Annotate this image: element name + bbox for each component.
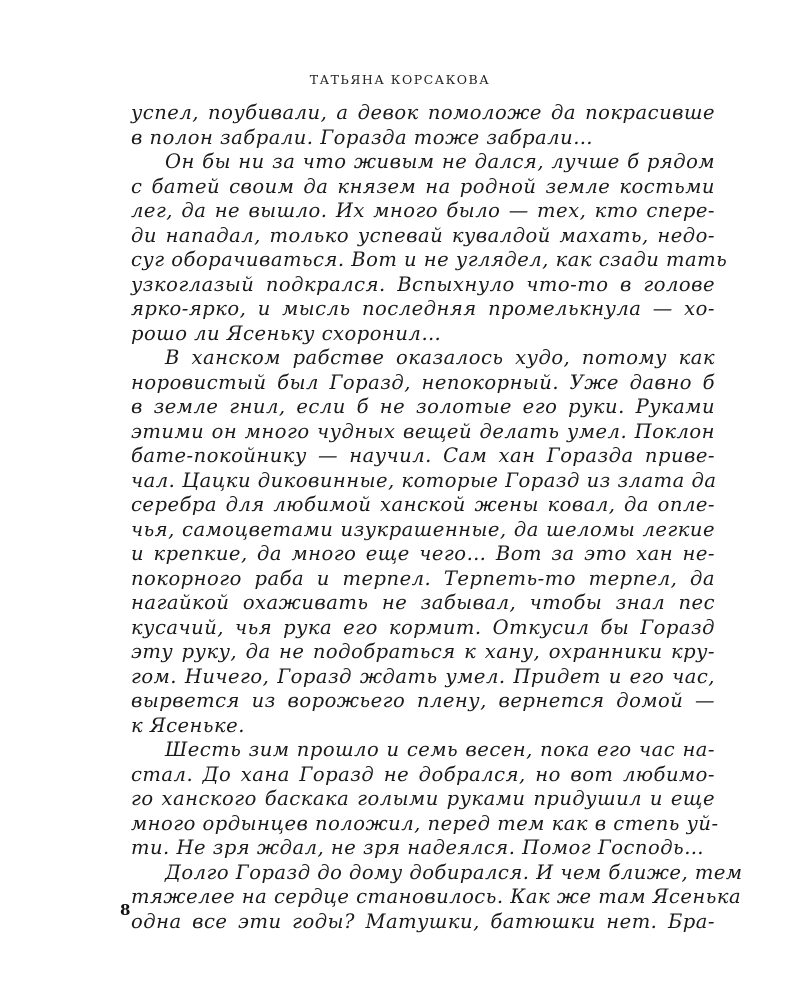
text-line: гом. Ничего, Горазд ждать умел. Придет и его час, <box>131 664 715 688</box>
text-line: успел, поубивали, а девок помоложе да покрасивше <box>131 101 715 124</box>
text-line: лег, да не вышло. Их много было — тех, кто спере- <box>131 199 715 222</box>
text-line: покорного раба и терпел. Терпеть-то терпел, да <box>131 566 715 590</box>
text-line: узкоглазый подкрался. Вспыхнуло что-то в голове <box>131 272 715 296</box>
body-text <box>131 101 743 934</box>
text-line: ди нападал, только успевай кувалдой махать, недо- <box>131 223 715 247</box>
text-line: норовистый был Горазд, непокорный. Уже давно б <box>131 370 715 394</box>
paragraph-first-line: Он бы ни за что живым не дался, лучше б рядом <box>165 150 715 173</box>
paragraph-first-line: Шесть зим прошло и семь весен, пока его час на- <box>165 738 715 761</box>
text-line: и крепкие, да много еще чего… Вот за это хан не- <box>131 542 715 565</box>
text-line: одна все эти годы? Матушки, батюшки нет. Бра- <box>131 909 715 933</box>
text-line: суг оборачиваться. Вот и не углядел, как сзади тать <box>131 248 728 271</box>
text-line: чал. Цацки диковинные, которые Горазд из злата да <box>131 468 717 492</box>
text-line: к Ясеньке. <box>131 713 245 737</box>
text-line: стал. До хана Горазд не добрался, но вот любимо- <box>131 762 715 786</box>
text-line: го ханского баскака голыми руками придушил и еще <box>131 787 715 810</box>
text-line: рошо ли Ясеньку схоронил… <box>131 321 442 345</box>
text-line: тяжелее на сердце становилось. Как же там Ясенька <box>131 885 742 908</box>
text-line: серебра для любимой ханской жены ковал, да опле- <box>131 493 715 516</box>
text-line: в полон забрали. Горазда тоже забрали… <box>131 125 594 149</box>
text-line: с батей своим да князем на родной земле костьми <box>131 174 715 198</box>
text-line: вырвется из ворожьего плену, вернется домой — <box>131 689 715 712</box>
page-number: 8 <box>120 901 131 919</box>
text-line: эту руку, да не подобраться к хану, охранники кру- <box>131 640 715 663</box>
text-line: этими он много чудных вещей делать умел. Поклон <box>131 419 715 443</box>
text-line: ти. Не зря ждал, не зря надеялся. Помог Господь… <box>131 836 705 859</box>
text-line: нагайкой охаживать не забывал, чтобы знал пес <box>131 591 715 614</box>
text-line: в земле гнил, если б не золотые его руки. Руками <box>131 395 715 418</box>
running-header: ТАТЬЯНА КОРСАКОВА <box>309 72 491 87</box>
text-line: много ордынцев положил, перед тем как в степь уй- <box>131 811 719 835</box>
text-line: ярко-ярко, и мысль последняя промелькнула — хо- <box>131 297 715 320</box>
text-line: чья, самоцветами изукрашенные, да шеломы легкие <box>131 517 715 541</box>
text-line: кусачий, чья рука его кормит. Откусил бы Горазд <box>131 615 715 639</box>
text-line: бате-покойнику — научил. Сам хан Горазда привe- <box>131 444 715 467</box>
paragraph-first-line: Долго Горазд до дому добирался. И чем ближе, тем <box>165 860 743 884</box>
paragraph-first-line: В ханском рабстве оказалось худо, потому как <box>165 346 715 369</box>
